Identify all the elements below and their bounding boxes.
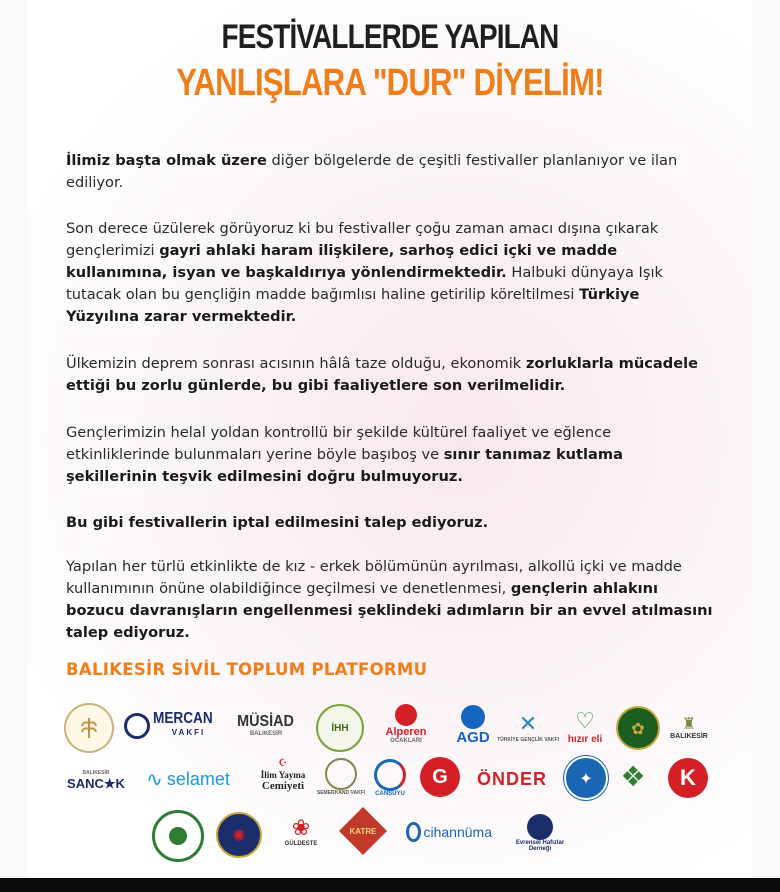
cihannuma-icon [406,822,421,842]
alperen-logo [380,696,432,752]
p4-text1: Gençlerimizin helal yoldan kontrollü bir şekilde kültürel faaliyet ve eğlence etkinliklerinde bulunmaları yerine böyle başıboş ve [66,424,612,463]
p3-text1: Ülkemizin deprem sonrası acısının hâlâ taze olduğu, ekonomik [66,355,526,372]
alperen-name: Alperen [385,726,427,738]
red-g-logo [420,757,460,797]
right-margin [752,0,780,878]
semerkand-emblem-icon [325,758,357,790]
navy-seal-icon: ✺ [232,825,246,845]
agd-name: AGD [456,728,490,746]
selamet-name: selamet [166,768,230,789]
sancak-logo [66,766,126,796]
p2-text1: Son derece üzülerek görüyoruz ki bu festivaller çoğu zaman amacı dışına çıkarak gençlerimizi [66,220,659,259]
left-margin [0,0,28,878]
ilim-name2: Cemiyeti [261,780,305,792]
logo-grid [28,0,752,878]
musiad-sub: BALIKESİR [249,731,283,737]
musiad-name: MÜSİAD [237,713,295,730]
p2-text2: Halbuki dünyaya Işık tutacak olan bu gençliğin madde bağımlısı haline getirilip köreltilmesi [66,264,663,303]
semerkand-name: SEMERKAND VAKFI [316,790,366,796]
evrensel-globe-icon [527,814,553,840]
p3-bold1: zorluklarla mücadele ettiği bu zorlu günlerde, bu gibi faaliyetlere son verilmelidir. [66,355,699,394]
cihannuma-name: cihannüma [423,824,492,840]
wheat-logo [64,703,114,753]
ihh-name: İHH [331,722,349,734]
poster [28,0,752,878]
g-letter-icon: G [432,765,448,788]
balikesir-name: BALIKESİR [670,732,708,740]
katre-diamond-icon [339,807,387,855]
poster-title-line1: FESTİVALLERDE YAPILAN [221,18,559,56]
bottom-bar [0,878,780,892]
platform-heading: BALIKESİR SİVİL TOPLUM PLATFORMU [66,660,428,679]
selamet-wave-icon: ∿ [146,767,163,791]
selamet-logo [132,764,244,794]
p4-bold1: sınır tanımaz kutlama şekillerinin teşvik edilmesini doğru bulmuyoruz. [66,446,623,485]
seal-icon: ✿ [631,718,645,738]
green-emblem-icon: ❖ [620,759,646,793]
musiad-logo [228,708,304,742]
p6-bold1: gençlerin ahlakını bozucu davranışların engellenmesi şeklindeki adımların bir an evvel atılmasını talep ediyoruz. [66,580,713,641]
navy-seal-logo [216,812,262,858]
p5-bold1: Bu gibi festivallerin iptal edilmesini talep ediyoruz. [66,514,489,531]
evrensel-name1: Evrensel Hafızlar [515,840,565,846]
balikesir-emblem-icon: ♜ [681,713,697,733]
mercan-name: MERCAN [153,710,214,727]
blue-seal-logo [564,756,608,800]
mercan-sub: VAKFI [171,728,206,737]
tgv-name: TÜRKİYE GENÇLİK VAKFI [497,737,559,743]
green-emblem-logo [614,756,652,796]
p2-bold2: Türkiye Yüzyılına zarar vermektedir. [66,286,640,325]
hizireli-logo [558,704,612,750]
green-ring-icon [169,827,187,845]
poster-title-line2: YANLIŞLARA "DUR" DİYELİM! [176,62,604,104]
red-k-logo [668,758,708,798]
sancak-name: SANC★K [67,776,125,791]
onder-logo [472,764,552,794]
guldeste-name: GÜLDESTE [284,841,318,847]
ihh-logo [316,704,364,752]
agd-logo [446,702,500,748]
tgv-x-icon: ✕ [518,712,538,737]
ilim-name1: İlim Yayma [260,770,306,780]
ilim-emblem-icon: ☪ [278,758,288,769]
alperen-sub: OCAKLARI [390,738,422,744]
k-letter-icon: K [680,765,696,790]
cansuyu-emblem-icon [374,759,406,791]
balikesir-logo [660,706,718,748]
ilim-yayma-logo [254,752,312,798]
onder-name: ÖNDER [476,768,547,789]
guldeste-logo [278,808,324,856]
p1-text: diğer bölgelerde de çeşitli festivaller planlanıyor ve ilan ediliyor. [66,152,678,191]
semerkand-logo [318,754,364,800]
rose-icon: ❀ [291,816,311,841]
evrensel-name2: Derneği [528,846,552,852]
katre-logo [340,808,386,854]
mercan-logo [128,708,220,744]
blue-seal-icon: ✦ [579,768,593,788]
p1-bold: İlimiz başta olmak üzere [66,152,267,169]
p2-bold1: gayri ahlaki haram ilişkilere, sarhoş edici içki ve madde kullanımına, isyan ve başkaldırıya yönlendirmektedir. [66,242,618,281]
cansuyu-logo [368,756,412,800]
wheat-icon [76,715,102,741]
green-ring-logo [152,810,204,862]
evrensel-logo [508,806,572,860]
tgv-logo [497,706,559,750]
alperen-emblem-icon [395,704,417,726]
agd-emblem-icon [461,705,485,729]
sancak-pre: BALIKESİR [82,770,110,776]
heart-icon: ♡ [575,708,595,734]
cihannuma-logo [406,818,492,846]
cansuyu-name: CANSUYU [375,791,405,797]
katre-name: KATRE [349,826,377,836]
hizireli-name: hızır eli [567,733,603,745]
mercan-emblem-icon [124,713,150,739]
p6-text1: Yapılan her türlü etkinlikte de kız - erkek bölümünün ayrılması, alkollü içki ve madde kullanımının önüne olabildiğince geçilmesi ve denetlenmesi, [66,558,682,597]
green-seal-logo [616,706,660,750]
